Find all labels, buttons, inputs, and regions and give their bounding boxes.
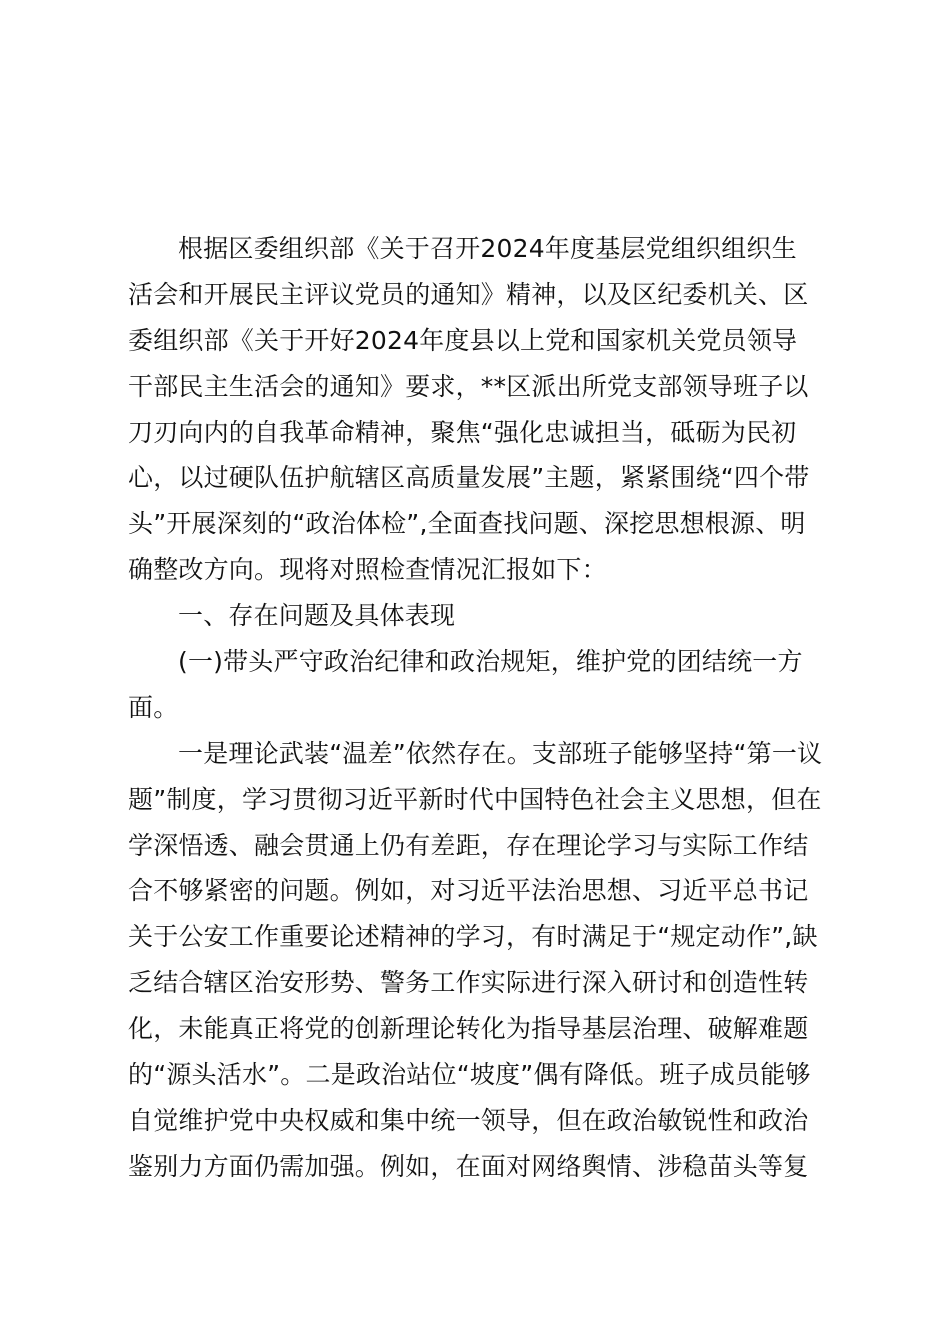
text-line: 化，未能真正将党的创新理论转化为指导基层治理、破解难题 [128,1014,809,1044]
text-line: 关于公安工作重要论述精神的学习，有时满足于“规定动作”,缺 [128,922,818,952]
text-line: 合不够紧密的问题。例如，对习近平法治思想、习近平总书记 [128,876,809,906]
text-line: 面。 [128,692,179,722]
section-heading [128,593,828,639]
text-line: 确整改方向。现将对照检查情况汇报如下： [128,555,607,585]
text-line: 心，以过硬队伍护航辖区高质量发展”主题，紧紧围绕“四个带 [128,463,810,493]
text-line: 根据区委组织部《关于召开2024年度基层党组织组织生 [178,234,797,263]
text-line: 自觉维护党中央权威和集中统一领导，但在政治敏锐性和政治 [128,1105,809,1135]
text-line: 学深悟透、融会贯通上仍有差距，存在理论学习与实际工作结 [128,830,809,860]
text-line: 刀刃向内的自我革命精神，聚焦“强化忠诚担当，砥砺为民初 [128,417,797,447]
text-line: (一)带头严守政治纪律和政治规矩，维护党的团结统一方 [178,647,803,677]
text-line: 鉴别力方面仍需加强。例如，在面对网络舆情、涉稳苗头等复 [128,1151,809,1181]
text-line: 头”开展深刻的“政治体检”,全面查找问题、深挖思想根源、明 [128,509,806,539]
text-line: 一是理论武装“温差”依然存在。支部班子能够坚持“第一议 [178,738,823,768]
text-line: 乏结合辖区治安形势、警务工作实际进行深入研讨和创造性转 [128,968,809,998]
text-line: 题”制度，学习贯彻习近平新时代中国特色社会主义思想，但在 [128,784,822,814]
subsection-heading [128,639,828,731]
document-body [128,226,828,1190]
paragraph-body [128,731,828,1190]
heading-line: 一、存在问题及具体表现 [178,601,456,631]
text-line: 委组织部《关于开好2024年度县以上党和国家机关党员领导 [128,325,798,355]
text-line: 干部民主生活会的通知》要求，**区派出所党支部领导班子以 [128,371,809,401]
paragraph-intro [128,226,828,593]
text-line: 的“源头活水”。二是政治站位“坡度”偶有降低。班子成员能够 [128,1060,811,1090]
text-line: 活会和开展民主评议党员的通知》精神，以及区纪委机关、区 [128,279,809,309]
